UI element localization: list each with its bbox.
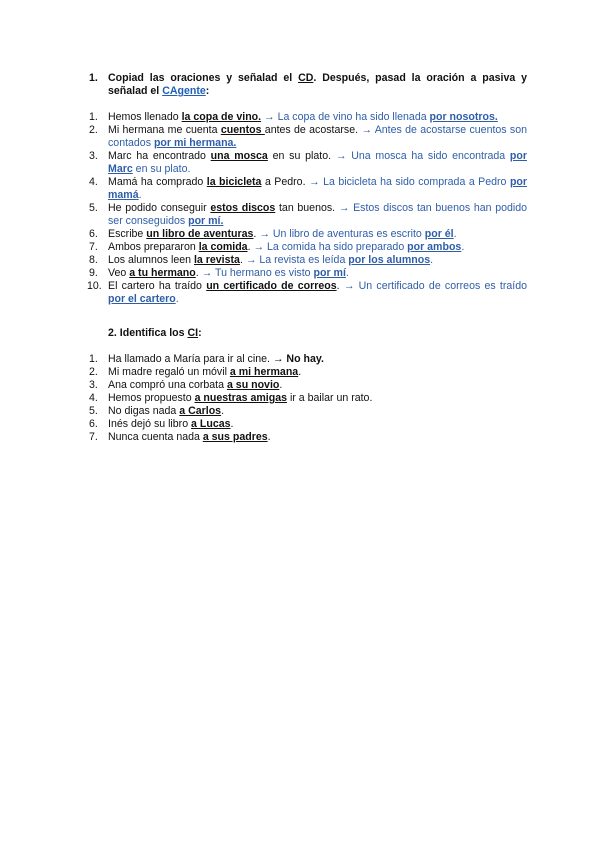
- passive-exercise-list: [89, 111, 527, 306]
- passive-sentence: [253, 241, 464, 253]
- sentence-end: .: [230, 418, 234, 430]
- direct-object: cuentos: [220, 124, 265, 136]
- passive-text-end: .: [138, 189, 142, 201]
- sentence-end: .: [279, 379, 283, 391]
- item-number: 1.: [89, 353, 98, 365]
- list-item: [89, 405, 527, 418]
- agent-complement: por mi hermana.: [153, 137, 237, 149]
- sentence-end: ir a bailar un rato.: [287, 392, 373, 404]
- agent-complement: por mí: [313, 267, 346, 279]
- direct-object: la copa de vino.: [181, 111, 262, 123]
- passive-text: Tu hermano es visto: [212, 267, 314, 279]
- item-number: 6.: [89, 418, 98, 430]
- active-sentence-start: He podido conseguir: [108, 202, 211, 214]
- item-number: 5.: [89, 405, 98, 417]
- agent-complement: por nosotros.: [429, 111, 498, 123]
- item-number: 2.: [89, 124, 98, 136]
- active-sentence-start: Marc ha encontrado: [108, 150, 211, 162]
- item-number: 1.: [89, 111, 98, 123]
- sentence-text: Ha llamado a María para ir al cine.: [108, 353, 273, 365]
- sentence-text: Mi madre regaló un móvil: [108, 366, 230, 378]
- active-sentence-end: .: [247, 241, 254, 253]
- agent-complement: por los alumnos: [348, 254, 431, 266]
- ci-exercise-list: [89, 353, 527, 444]
- direct-object: la revista: [193, 254, 240, 266]
- list-item: [89, 228, 527, 241]
- list-item: [89, 124, 527, 150]
- passive-text: La bicicleta ha sido comprada a Pedro: [319, 176, 510, 188]
- passive-text: Un certificado de correos es traído: [354, 280, 527, 292]
- direct-object: a tu hermano: [129, 267, 196, 279]
- ci-term: CI: [187, 327, 199, 339]
- direct-object: la bicicleta: [206, 176, 262, 188]
- active-sentence-end: .: [239, 254, 246, 266]
- passive-text: Antes de acostarse cuentos son contados: [108, 124, 527, 149]
- indirect-object: a sus padres: [202, 431, 268, 443]
- sentence-end: .: [221, 405, 225, 417]
- cagente-link[interactable]: CAgente: [162, 85, 206, 97]
- active-sentence-end: .: [253, 228, 260, 240]
- active-sentence-start: Ambos prepararon: [108, 241, 199, 253]
- list-item: [89, 176, 527, 202]
- passive-text: La revista es leída: [256, 254, 349, 266]
- agent-complement: por el cartero: [108, 293, 176, 305]
- list-item: [89, 280, 527, 306]
- list-item: [89, 241, 527, 254]
- sentence-end: →: [272, 353, 287, 365]
- active-sentence-start: Mi hermana me cuenta: [108, 124, 221, 136]
- sentence-text: Inés dejó su libro: [108, 418, 192, 430]
- item-number: 8.: [89, 254, 98, 266]
- list-item: [89, 267, 527, 280]
- list-item: [89, 431, 527, 444]
- active-sentence-start: Escribe: [108, 228, 147, 240]
- list-item: [89, 202, 527, 228]
- active-sentence-start: Mamá ha comprado: [108, 176, 207, 188]
- direct-object: una mosca: [210, 150, 268, 162]
- active-sentence-end: tan buenos.: [275, 202, 339, 214]
- passive-sentence: [202, 267, 349, 279]
- section1-heading-text: Copiad las oraciones y señalad el CD. Después, pasad la oración a pasiva y señalad el CAgente:: [108, 72, 527, 97]
- section2-heading: 2. Identifica los CI:: [108, 327, 202, 339]
- passive-text-end: en su plato.: [132, 163, 191, 175]
- item-number: 10.: [87, 280, 102, 292]
- active-sentence-end: en su plato.: [267, 150, 336, 162]
- section1-number: 1.: [89, 72, 98, 84]
- answer-text: No hay.: [286, 353, 324, 365]
- sentence-text: No digas nada: [108, 405, 180, 417]
- sentence-text: Nunca cuenta nada: [108, 431, 203, 443]
- agent-complement: por mamá: [108, 176, 528, 201]
- active-sentence-start: Veo: [108, 267, 130, 279]
- active-sentence-end: .: [195, 267, 202, 279]
- item-number: 5.: [89, 202, 98, 214]
- direct-object: un certificado de correos: [206, 280, 337, 292]
- passive-text: Un libro de aventuras es escrito: [269, 228, 425, 240]
- section1-heading: [89, 72, 527, 98]
- active-sentence-start: Hemos llenado: [108, 111, 182, 123]
- list-item: [89, 392, 527, 405]
- item-number: 9.: [89, 267, 98, 279]
- agent-complement: por ambos: [407, 241, 462, 253]
- list-item: [89, 353, 527, 366]
- arrow-icon: →: [201, 267, 213, 279]
- passive-text-end: .: [345, 267, 349, 279]
- passive-sentence: [246, 254, 433, 266]
- direct-object: la comida: [198, 241, 248, 253]
- active-sentence-end: antes de acostarse.: [264, 124, 362, 136]
- arrow-icon: →: [335, 150, 347, 162]
- item-number: 3.: [89, 379, 98, 391]
- sentence-end: .: [298, 366, 302, 378]
- indirect-object: a su novio: [226, 379, 280, 391]
- list-item: [89, 379, 527, 392]
- item-number: 7.: [89, 431, 98, 443]
- passive-sentence: [259, 228, 456, 240]
- passive-text: La comida ha sido preparado: [264, 241, 408, 253]
- passive-text-end: .: [453, 228, 457, 240]
- indirect-object: a mi hermana: [229, 366, 299, 378]
- cd-term: CD: [298, 72, 314, 84]
- list-item: [89, 366, 527, 379]
- agent-complement: por mí.: [188, 215, 224, 227]
- item-number: 4.: [89, 392, 98, 404]
- passive-text-end: .: [430, 254, 434, 266]
- sentence-text: Hemos propuesto: [108, 392, 195, 404]
- passive-text: Estos discos tan buenos han podido ser conseguidos: [108, 202, 528, 227]
- item-number: 3.: [89, 150, 98, 162]
- active-sentence-end: .: [336, 280, 344, 292]
- passive-sentence: [264, 111, 498, 123]
- passive-text-end: .: [175, 293, 179, 305]
- arrow-icon: →: [245, 254, 257, 266]
- passive-text: Una mosca ha sido encontrada: [346, 150, 510, 162]
- active-sentence-start: Los alumnos leen: [108, 254, 194, 266]
- indirect-object: a Lucas: [191, 418, 231, 430]
- sentence-end: .: [267, 431, 271, 443]
- active-sentence-start: El cartero ha traído: [108, 280, 207, 292]
- arrow-icon: →: [253, 241, 265, 253]
- arrow-icon: →: [309, 176, 320, 188]
- agent-complement: por él: [424, 228, 454, 240]
- list-item: [89, 418, 527, 431]
- arrow-icon: →: [343, 280, 355, 292]
- passive-text: La copa de vino ha sido llenada: [274, 111, 430, 123]
- item-number: 7.: [89, 241, 98, 253]
- arrow-icon: →: [264, 111, 275, 123]
- indirect-object: a nuestras amigas: [194, 392, 288, 404]
- item-number: 4.: [89, 176, 98, 188]
- list-item: [89, 111, 527, 124]
- indirect-object: a Carlos: [179, 405, 222, 417]
- list-item: [89, 150, 527, 176]
- sentence-text: Ana compró una corbata: [108, 379, 227, 391]
- arrow-icon: →: [361, 124, 372, 136]
- list-item: [89, 254, 527, 267]
- direct-object: estos discos: [210, 202, 276, 214]
- agent-complement: por Marc: [108, 150, 527, 175]
- direct-object: un libro de aventuras: [146, 228, 254, 240]
- item-number: 2.: [89, 366, 98, 378]
- arrow-icon: →: [338, 202, 350, 214]
- item-number: 6.: [89, 228, 98, 240]
- active-sentence-end: a Pedro.: [261, 176, 309, 188]
- arrow-icon: →: [259, 228, 270, 240]
- passive-text-end: .: [461, 241, 465, 253]
